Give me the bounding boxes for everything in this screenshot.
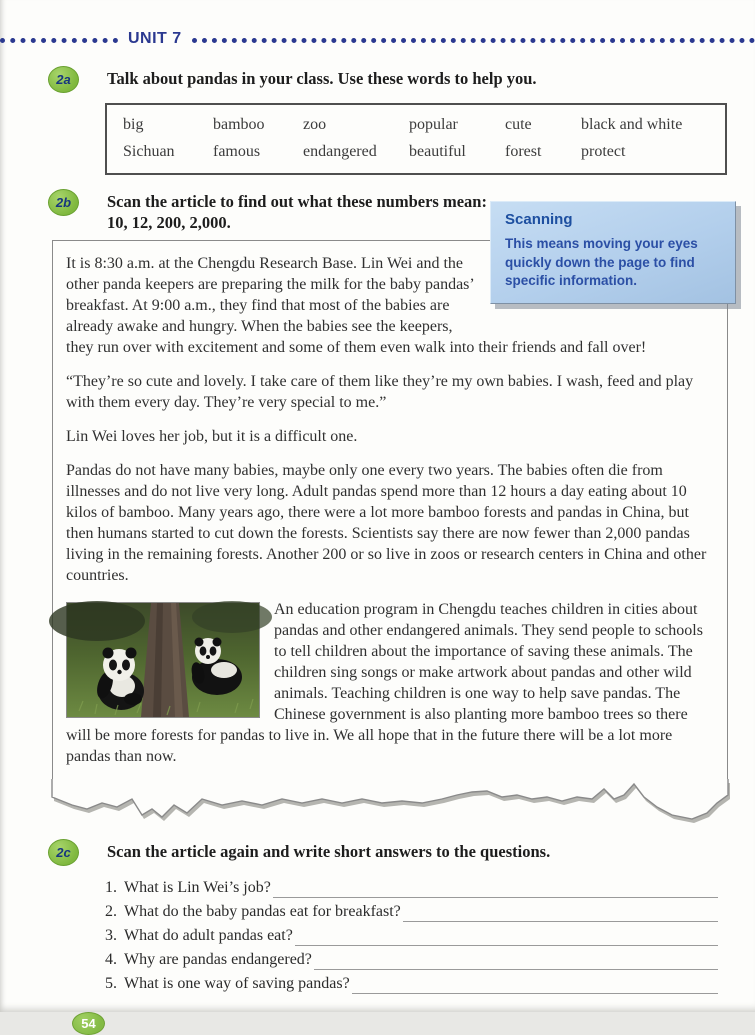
question-number: 4. xyxy=(105,951,117,968)
unit-label: UNIT 7 xyxy=(128,30,182,47)
word-cell: popular xyxy=(409,116,458,133)
article-paragraph-4: Pandas do not have many babies, maybe only one every two years. The babies often die from illnesses and do not live very long. Adult pandas spend more than 12 hours a day eating about 10 kilos of bamboo. Many years ago, there were a lot more bamboo forests and pandas in China, but then humans started to cut down the forests. Scientists say there are now fewer than 2,000 pandas living in the remaining forests. Another 200 or so live in zoos or research centers in China and other countries. xyxy=(66,462,707,584)
question-row xyxy=(105,878,718,898)
section-2b-title xyxy=(107,189,487,233)
article-box xyxy=(52,240,728,780)
question-text: What do the baby pandas eat for breakfast? xyxy=(124,903,401,920)
word-cell: big xyxy=(123,116,144,133)
question-row xyxy=(105,902,718,922)
answer-blank-line[interactable] xyxy=(352,974,718,994)
question-text: Why are pandas endangered? xyxy=(124,951,312,968)
word-cell: bamboo xyxy=(213,116,265,133)
pandas-photo xyxy=(66,602,260,718)
article-paragraph-3: Lin Wei loves her job, but it is a difficult one. xyxy=(66,428,358,445)
word-cell: black and white xyxy=(581,116,683,133)
unit-header xyxy=(0,0,755,49)
word-box xyxy=(105,103,727,175)
scanning-tip-body: This means moving your eyes quickly down the page to find specific information. xyxy=(505,236,698,288)
word-cell: Sichuan xyxy=(123,143,175,160)
torn-paper-edge xyxy=(52,779,728,827)
dotted-rule-right xyxy=(192,38,755,43)
section-2a-title: Talk about pandas in your class. Use these words to help you. xyxy=(107,69,537,88)
article-paragraph-1: It is 8:30 a.m. at the Chengdu Research Base. Lin Wei and the other panda keepers are preparing the milk for the baby pandas’ breakfast. At 9:00 a.m., they find that most of the babies are already awake and hungry. When the babies see the keepers, they run over with excitement and some of them even walk into their friends and fall over! xyxy=(66,255,647,356)
answer-blank-line[interactable] xyxy=(314,950,718,970)
section-2a-header xyxy=(48,66,727,93)
scanning-tip-callout xyxy=(490,201,736,304)
section-2a-badge: 2a xyxy=(48,66,79,93)
question-row xyxy=(105,974,718,994)
word-cell: zoo xyxy=(303,116,327,133)
word-cell: famous xyxy=(213,143,261,160)
question-text: What do adult pandas eat? xyxy=(124,927,293,944)
dotted-rule-left xyxy=(0,38,118,43)
section-2b-badge: 2b xyxy=(48,189,79,216)
question-row xyxy=(105,926,718,946)
word-cell: forest xyxy=(505,143,542,160)
question-text: What is Lin Wei’s job? xyxy=(124,879,271,896)
section-2c-header xyxy=(48,839,727,866)
section-2c-title: Scan the article again and write short answers to the questions. xyxy=(107,842,551,861)
question-row xyxy=(105,950,718,970)
answer-blank-line[interactable] xyxy=(403,902,718,922)
question-number: 2. xyxy=(105,903,117,920)
word-cell: protect xyxy=(581,143,626,160)
question-number: 3. xyxy=(105,927,117,944)
question-number: 1. xyxy=(105,879,117,896)
question-number: 5. xyxy=(105,975,117,992)
section-2b-title-line2: 10, 12, 200, 2,000. xyxy=(107,213,231,232)
question-text: What is one way of saving pandas? xyxy=(124,975,350,992)
pandas-illustration xyxy=(67,603,259,717)
article-paragraph-5: An education program in Chengdu teaches children in cities about pandas and other endangered animals. They send people to schools to tell children about the importance of saving these animals. The children sing songs or make artwork about pandas and other wild animals. Teaching children is one way to help save pandas. The Chinese government is also planting more bamboo trees so there will be more forests for pandas to live in. We all hope that in the future there will be a lot more pandas than now. xyxy=(66,601,703,765)
page-number-badge: 54 xyxy=(72,1012,105,1035)
article-paragraph-2: “They’re so cute and lovely. I take care of them like they’re my own babies. I wash, feed and play with them every day. They’re very special to me.” xyxy=(66,373,694,411)
section-2b-title-line1: Scan the article to find out what these numbers mean: xyxy=(107,192,487,211)
scanning-tip-title: Scanning xyxy=(505,211,573,228)
answer-blank-line[interactable] xyxy=(295,926,718,946)
answer-blank-line[interactable] xyxy=(273,878,718,898)
word-cell: endangered xyxy=(303,143,377,160)
word-cell: cute xyxy=(505,116,532,133)
section-2c-badge: 2c xyxy=(48,839,79,866)
questions-list xyxy=(105,878,718,994)
word-cell: beautiful xyxy=(409,143,466,160)
